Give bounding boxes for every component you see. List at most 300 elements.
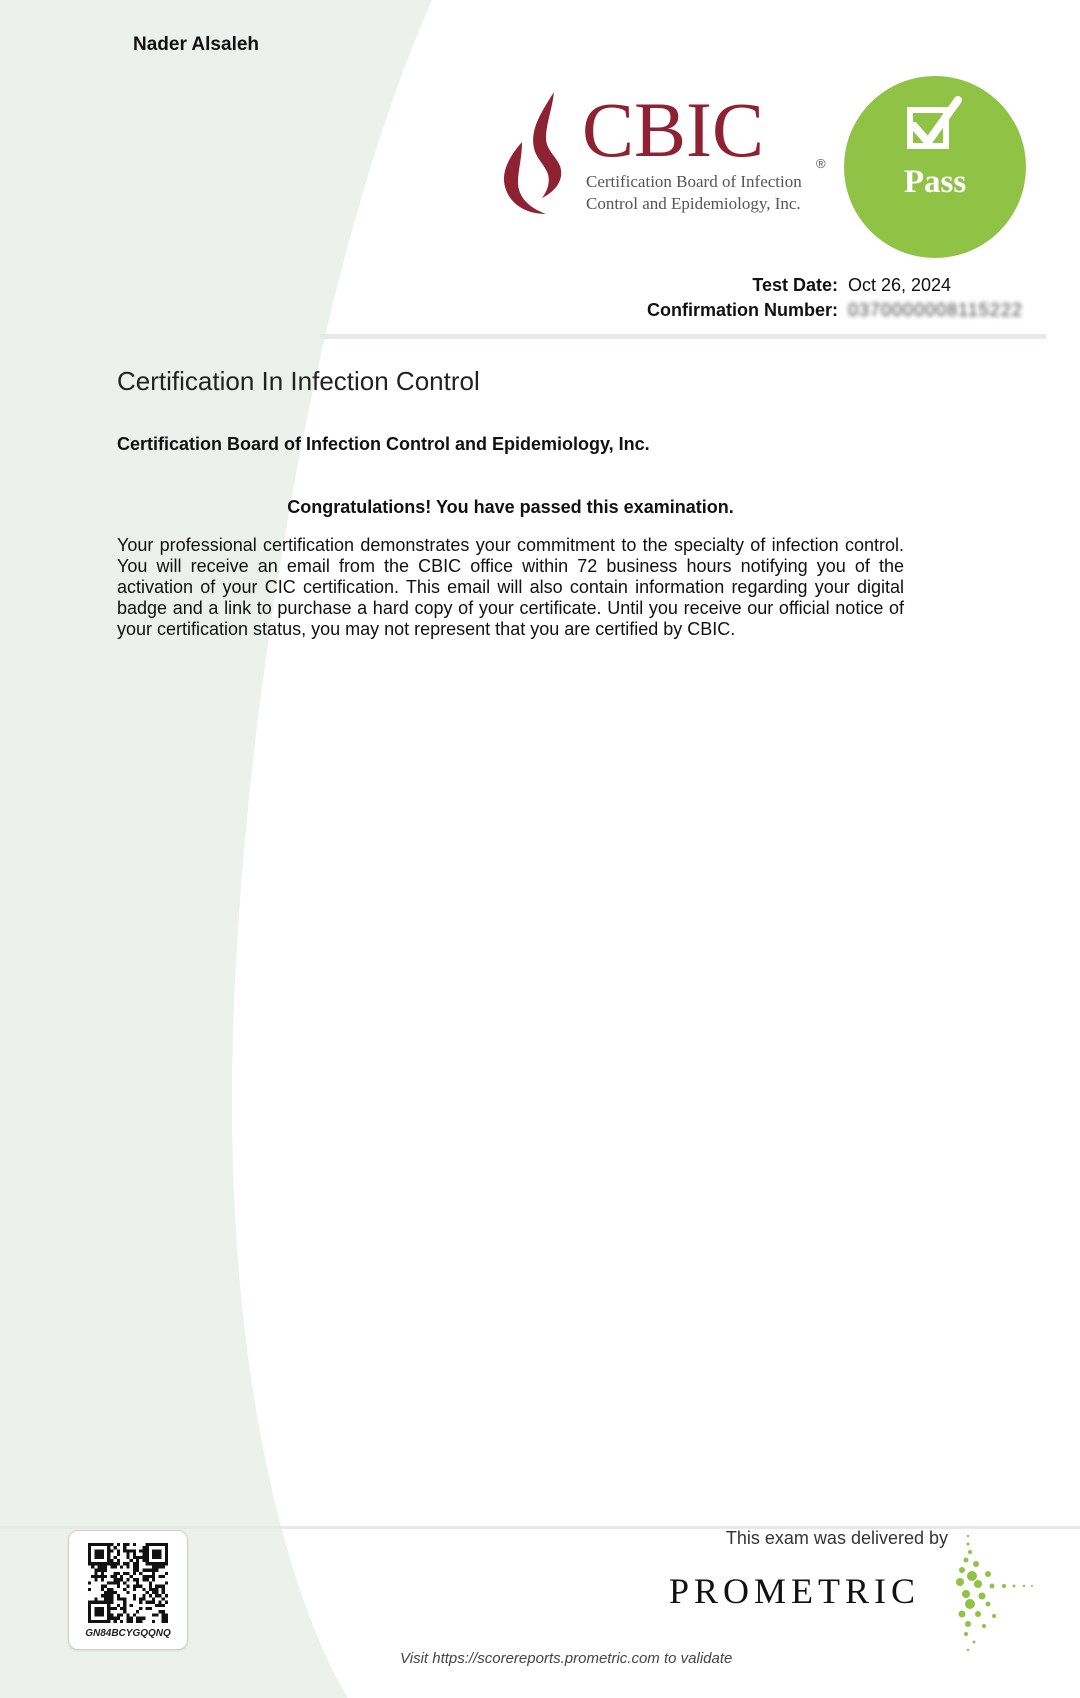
qr-module	[104, 1594, 107, 1597]
qr-module	[88, 1556, 91, 1559]
qr-module	[149, 1575, 152, 1578]
prometric-dot	[967, 1535, 969, 1537]
qr-module	[120, 1597, 123, 1600]
qr-module	[104, 1597, 107, 1600]
qr-module	[110, 1562, 113, 1565]
qr-module	[158, 1594, 161, 1597]
qr-module	[114, 1617, 117, 1620]
prometric-dot	[959, 1611, 966, 1618]
qr-module	[123, 1597, 126, 1600]
qr-module	[88, 1617, 91, 1620]
qr-module	[107, 1613, 110, 1616]
qr-module	[94, 1620, 97, 1623]
qr-module	[126, 1565, 129, 1568]
qr-module	[101, 1610, 104, 1613]
qr-module	[155, 1594, 158, 1597]
qr-module	[126, 1578, 129, 1581]
qr-module	[133, 1594, 136, 1597]
qr-module	[130, 1620, 133, 1623]
qr-module	[107, 1543, 110, 1546]
qr-module	[146, 1591, 149, 1594]
qr-module	[98, 1553, 101, 1556]
qr-module	[152, 1549, 155, 1552]
qr-module	[139, 1572, 142, 1575]
qr-module	[155, 1588, 158, 1591]
qr-module	[94, 1562, 97, 1565]
qr-module	[149, 1601, 152, 1604]
qr-module	[152, 1578, 155, 1581]
qr-module	[142, 1553, 145, 1556]
qr-module	[117, 1578, 120, 1581]
qr-module	[139, 1585, 142, 1588]
qr-module	[146, 1556, 149, 1559]
qr-module	[152, 1553, 155, 1556]
qr-module	[165, 1601, 168, 1604]
qr-module	[149, 1581, 152, 1584]
qr-module	[110, 1581, 113, 1584]
prometric-dot	[1002, 1584, 1006, 1588]
qr-module	[155, 1565, 158, 1568]
qr-module	[136, 1581, 139, 1584]
qr-module	[149, 1607, 152, 1610]
qr-module	[114, 1578, 117, 1581]
qr-module	[117, 1604, 120, 1607]
cbic-tagline-line2: Control and Epidemiology, Inc.	[586, 194, 801, 213]
delivered-by-text: This exam was delivered by	[725, 1528, 948, 1548]
qr-module	[114, 1581, 117, 1584]
qr-module	[155, 1585, 158, 1588]
qr-module	[94, 1553, 97, 1556]
qr-module	[152, 1562, 155, 1565]
qr-module	[136, 1620, 139, 1623]
qr-code-card[interactable]	[68, 1530, 188, 1650]
qr-module	[133, 1578, 136, 1581]
qr-module	[126, 1572, 129, 1575]
qr-module	[149, 1585, 152, 1588]
prometric-dot	[992, 1614, 996, 1618]
qr-module	[139, 1549, 142, 1552]
qr-module	[133, 1553, 136, 1556]
qr-module	[101, 1553, 104, 1556]
prometric-logo: PROMETRIC	[669, 1571, 921, 1611]
cbic-logo	[500, 86, 830, 226]
qr-module	[139, 1556, 142, 1559]
qr-module	[110, 1543, 113, 1546]
qr-module	[110, 1597, 113, 1600]
qr-module	[88, 1601, 91, 1604]
qr-module	[162, 1604, 165, 1607]
qr-module	[142, 1559, 145, 1562]
qr-module	[165, 1546, 168, 1549]
qr-module	[114, 1607, 117, 1610]
qr-module	[152, 1556, 155, 1559]
qr-module	[91, 1562, 94, 1565]
qr-module	[88, 1607, 91, 1610]
qr-module	[130, 1604, 133, 1607]
candidate-name: Nader Alsaleh	[133, 34, 260, 55]
qr-module	[88, 1620, 91, 1623]
qr-module	[162, 1562, 165, 1565]
qr-module	[114, 1562, 117, 1565]
prometric-dots-icon	[948, 1530, 1038, 1658]
qr-module	[146, 1569, 149, 1572]
qr-module	[165, 1620, 168, 1623]
qr-module	[101, 1585, 104, 1588]
qr-module	[88, 1581, 91, 1584]
qr-module	[98, 1569, 101, 1572]
qr-module	[94, 1597, 97, 1600]
qr-module	[155, 1556, 158, 1559]
qr-module	[104, 1562, 107, 1565]
qr-module	[101, 1569, 104, 1572]
qr-module	[162, 1543, 165, 1546]
qr-module	[126, 1613, 129, 1616]
qr-module	[94, 1549, 97, 1552]
prometric-dot	[956, 1578, 964, 1586]
exam-title: Certification In Infection Control	[117, 366, 480, 396]
qr-module	[123, 1543, 126, 1546]
qr-module	[158, 1575, 161, 1578]
qr-module	[136, 1559, 139, 1562]
qr-module	[165, 1556, 168, 1559]
header-divider	[320, 334, 1046, 339]
qr-module	[98, 1562, 101, 1565]
qr-module	[155, 1569, 158, 1572]
qr-module	[165, 1594, 168, 1597]
qr-module	[117, 1549, 120, 1552]
qr-module	[88, 1559, 91, 1562]
qr-module	[165, 1562, 168, 1565]
certification-notice-paragraph: Your professional certification demonstrates your commitment to the specialty of infection control. You will receive an email from the CBIC office within 72 business hours notifying you of the activation of your CIC certification. This email will also contain information regarding your digital badge and a link to purchase a hard copy of your certificate. Until you receive our official notice of your certification status, you may not represent that you are certified by CBIC.	[117, 535, 904, 639]
qr-module	[165, 1572, 168, 1575]
qr-module	[107, 1581, 110, 1584]
qr-module	[98, 1549, 101, 1552]
qr-module	[107, 1546, 110, 1549]
qr-module	[133, 1588, 136, 1591]
qr-module	[149, 1594, 152, 1597]
qr-module	[114, 1572, 117, 1575]
qr-module	[94, 1575, 97, 1578]
qr-module	[101, 1620, 104, 1623]
prometric-dot	[1023, 1585, 1025, 1587]
qr-module	[162, 1597, 165, 1600]
qr-module	[117, 1572, 120, 1575]
qr-module	[114, 1575, 117, 1578]
qr-module	[101, 1565, 104, 1568]
qr-module	[155, 1549, 158, 1552]
qr-module	[91, 1601, 94, 1604]
qr-module	[149, 1569, 152, 1572]
qr-module	[130, 1575, 133, 1578]
qr-module	[120, 1575, 123, 1578]
qr-module	[142, 1556, 145, 1559]
qr-module	[104, 1543, 107, 1546]
qr-module	[126, 1591, 129, 1594]
qr-module	[101, 1562, 104, 1565]
qr-module	[149, 1543, 152, 1546]
qr-module	[110, 1613, 113, 1616]
confirmation-number: 0370000008115222	[848, 300, 1023, 320]
qr-module	[91, 1620, 94, 1623]
qr-module	[165, 1559, 168, 1562]
qr-module	[123, 1607, 126, 1610]
qr-module	[142, 1597, 145, 1600]
qr-module	[104, 1585, 107, 1588]
qr-module	[120, 1607, 123, 1610]
qr-module	[117, 1559, 120, 1562]
qr-module	[162, 1617, 165, 1620]
validate-link-text[interactable]: Visit https://scorereports.prometric.com to validate	[400, 1650, 733, 1667]
qr-module	[107, 1549, 110, 1552]
qr-module	[133, 1562, 136, 1565]
qr-module	[107, 1604, 110, 1607]
qr-module	[133, 1556, 136, 1559]
qr-module	[136, 1569, 139, 1572]
qr-module	[155, 1613, 158, 1616]
qr-module	[117, 1562, 120, 1565]
prometric-dot	[974, 1580, 982, 1588]
test-date-value: Oct 26, 2024	[848, 275, 952, 295]
qr-module	[130, 1617, 133, 1620]
qr-module	[165, 1553, 168, 1556]
qr-module	[117, 1597, 120, 1600]
qr-module	[149, 1588, 152, 1591]
qr-module	[94, 1578, 97, 1581]
qr-module	[101, 1575, 104, 1578]
prometric-dots-group	[956, 1535, 1033, 1651]
qr-module	[126, 1549, 129, 1552]
qr-module	[114, 1620, 117, 1623]
qr-module	[94, 1569, 97, 1572]
qr-module	[107, 1610, 110, 1613]
qr-module	[114, 1591, 117, 1594]
prometric-dot	[985, 1571, 991, 1577]
qr-module	[117, 1594, 120, 1597]
qr-module	[152, 1597, 155, 1600]
qr-module	[165, 1581, 168, 1584]
prometric-dot	[973, 1641, 976, 1644]
qr-code-icon	[88, 1543, 168, 1623]
qr-module	[104, 1620, 107, 1623]
confirmation-label: Confirmation Number:	[647, 300, 838, 320]
qr-module	[117, 1553, 120, 1556]
qr-module	[165, 1613, 168, 1616]
cbic-tagline-line1: Certification Board of Infection	[586, 172, 802, 191]
qr-module	[146, 1601, 149, 1604]
qr-module	[88, 1553, 91, 1556]
qr-module	[123, 1610, 126, 1613]
qr-module	[139, 1597, 142, 1600]
qr-module	[162, 1575, 165, 1578]
qr-module	[123, 1549, 126, 1552]
qr-module	[146, 1546, 149, 1549]
qr-module	[130, 1549, 133, 1552]
qr-module	[162, 1588, 165, 1591]
cbic-wordmark: CBIC	[582, 86, 765, 173]
qr-module	[136, 1565, 139, 1568]
congratulations-heading: Congratulations! You have passed this examination.	[287, 497, 734, 517]
qr-module	[98, 1620, 101, 1623]
prometric-dot	[965, 1621, 971, 1627]
qr-module	[88, 1546, 91, 1549]
qr-module	[101, 1572, 104, 1575]
qr-module	[146, 1575, 149, 1578]
qr-module	[107, 1562, 110, 1565]
qr-module	[165, 1617, 168, 1620]
qr-module	[152, 1565, 155, 1568]
prometric-dot	[1031, 1585, 1033, 1587]
qr-module	[152, 1588, 155, 1591]
qr-module	[104, 1565, 107, 1568]
qr-module	[139, 1617, 142, 1620]
qr-module	[158, 1610, 161, 1613]
qr-module	[126, 1553, 129, 1556]
prometric-dot	[1013, 1585, 1016, 1588]
qr-module	[146, 1562, 149, 1565]
qr-module	[126, 1617, 129, 1620]
qr-module	[120, 1620, 123, 1623]
qr-module	[91, 1543, 94, 1546]
qr-module	[117, 1613, 120, 1616]
qr-module	[152, 1601, 155, 1604]
qr-module	[130, 1559, 133, 1562]
qr-module	[98, 1565, 101, 1568]
qr-module	[114, 1546, 117, 1549]
confirmation-row	[560, 300, 838, 321]
qr-module	[123, 1546, 126, 1549]
qr-module	[110, 1617, 113, 1620]
qr-module	[120, 1578, 123, 1581]
qr-module	[101, 1556, 104, 1559]
qr-module	[158, 1549, 161, 1552]
qr-module	[126, 1562, 129, 1565]
qr-module	[158, 1556, 161, 1559]
qr-module	[104, 1591, 107, 1594]
qr-module	[117, 1543, 120, 1546]
qr-module	[155, 1543, 158, 1546]
qr-module	[142, 1549, 145, 1552]
qr-module	[158, 1585, 161, 1588]
qr-module	[88, 1610, 91, 1613]
qr-module	[94, 1601, 97, 1604]
qr-module	[107, 1617, 110, 1620]
qr-module	[133, 1543, 136, 1546]
qr-module	[155, 1591, 158, 1594]
board-name: Certification Board of Infection Control and Epidemiology, Inc.	[117, 434, 650, 454]
qr-module	[104, 1601, 107, 1604]
qr-module	[152, 1543, 155, 1546]
qr-module	[126, 1620, 129, 1623]
qr-module	[158, 1543, 161, 1546]
qr-module	[142, 1569, 145, 1572]
prometric-dot	[986, 1602, 991, 1607]
qr-module	[162, 1565, 165, 1568]
qr-module	[94, 1607, 97, 1610]
qr-module	[110, 1601, 113, 1604]
qr-module	[146, 1549, 149, 1552]
qr-module	[136, 1578, 139, 1581]
qr-module	[142, 1588, 145, 1591]
qr-module	[101, 1607, 104, 1610]
qr-module	[152, 1575, 155, 1578]
qr-module	[107, 1588, 110, 1591]
qr-module	[142, 1578, 145, 1581]
qr-module	[101, 1601, 104, 1604]
pass-badge	[842, 74, 1028, 260]
qr-module	[126, 1543, 129, 1546]
qr-module	[158, 1604, 161, 1607]
qr-module	[98, 1607, 101, 1610]
qr-module	[107, 1556, 110, 1559]
qr-module	[98, 1601, 101, 1604]
qr-module	[110, 1575, 113, 1578]
qr-module	[155, 1562, 158, 1565]
qr-module	[117, 1585, 120, 1588]
qr-module	[158, 1565, 161, 1568]
prometric-dot	[967, 1571, 977, 1581]
qr-module	[142, 1594, 145, 1597]
qr-module	[120, 1565, 123, 1568]
qr-module	[107, 1559, 110, 1562]
qr-module	[126, 1556, 129, 1559]
qr-module	[88, 1549, 91, 1552]
qr-module	[165, 1549, 168, 1552]
qr-module	[120, 1613, 123, 1616]
qr-module	[88, 1562, 91, 1565]
qr-module	[139, 1607, 142, 1610]
qr-module	[162, 1591, 165, 1594]
qr-module	[91, 1565, 94, 1568]
prometric-dot	[968, 1550, 972, 1554]
qr-module	[139, 1601, 142, 1604]
qr-module	[107, 1601, 110, 1604]
qr-module	[155, 1553, 158, 1556]
qr-module	[94, 1572, 97, 1575]
qr-module	[110, 1549, 113, 1552]
test-date-label: Test Date:	[752, 275, 838, 295]
qr-module	[110, 1565, 113, 1568]
qr-module	[136, 1585, 139, 1588]
qr-module	[114, 1565, 117, 1568]
test-date-row	[580, 275, 838, 296]
prometric-dot	[964, 1632, 968, 1636]
prometric-dot	[982, 1624, 986, 1628]
qr-module	[162, 1610, 165, 1613]
qr-module	[152, 1591, 155, 1594]
qr-module	[98, 1543, 101, 1546]
qr-module	[117, 1617, 120, 1620]
prometric-dot	[964, 1558, 969, 1563]
pass-label: Pass	[903, 164, 967, 200]
qr-module	[98, 1610, 101, 1613]
qr-module	[123, 1572, 126, 1575]
qr-module	[107, 1594, 110, 1597]
qr-module	[104, 1575, 107, 1578]
qr-module	[126, 1585, 129, 1588]
qr-module	[165, 1543, 168, 1546]
prometric-dot	[967, 1649, 969, 1651]
qr-module	[101, 1549, 104, 1552]
qr-module	[107, 1597, 110, 1600]
qr-module	[149, 1562, 152, 1565]
qr-module	[110, 1594, 113, 1597]
qr-module	[152, 1620, 155, 1623]
qr-module	[107, 1591, 110, 1594]
qr-module	[152, 1569, 155, 1572]
qr-module	[133, 1565, 136, 1568]
qr-module	[101, 1594, 104, 1597]
qr-module	[158, 1601, 161, 1604]
